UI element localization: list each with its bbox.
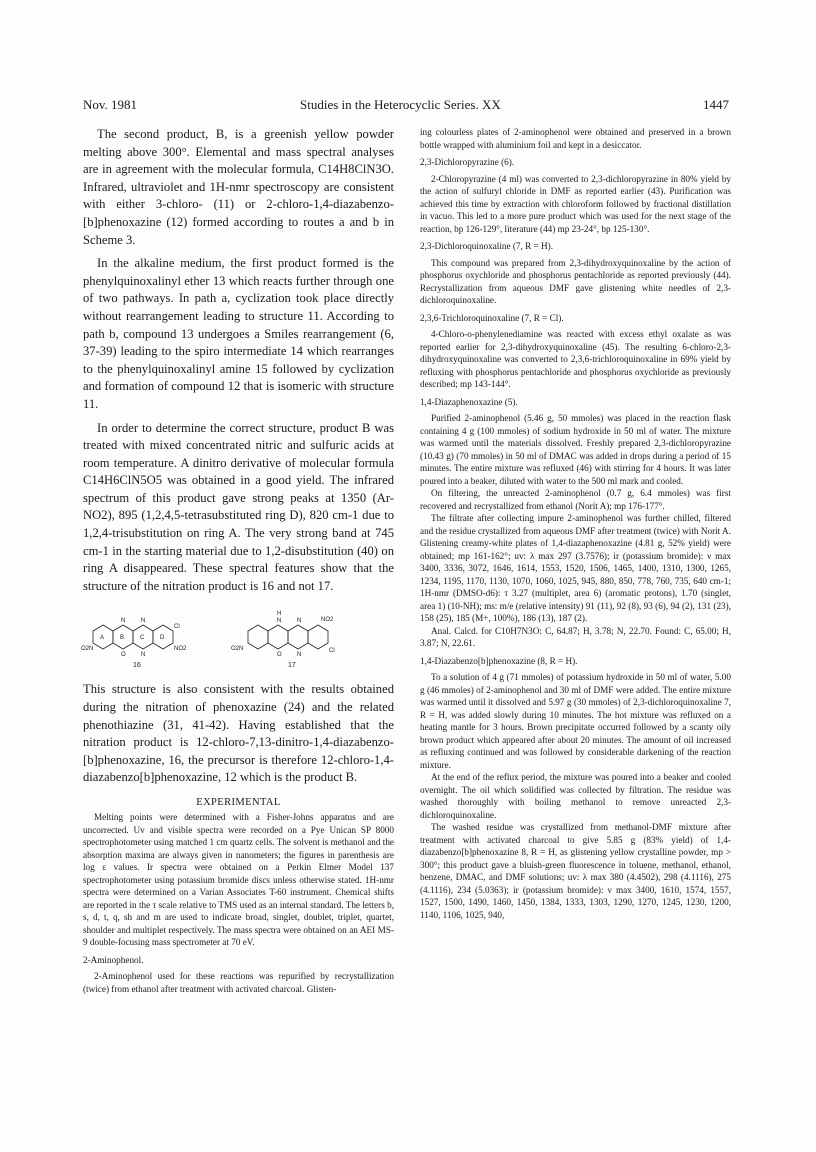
subheading-trichloroquinoxaline: 2,3,6-Trichloroquinoxaline (7, R = Cl). bbox=[420, 312, 564, 323]
paragraph-nitration: In order to determine the correct structure, product B was treated with mixed concentrated nitric and sulfuric acids at room temperature. A dinitro derivative of molecular formula C14H6ClN5O5 was obtained in a good yield. The infrared spectrum of this product gave strong peaks at 1350 (Ar-NO2), 895 (1,2,4,5-tetrasubstituted ring D), 820 cm-1 due to 1,2,4-trisubstitution on ring A. The very strong band at 745 cm-1 in the starting material due to 1,2-disubstitution (40) on ring A disappeared. These spectral features show that the structure of the nitration product is 16 and not 17. bbox=[83, 420, 394, 593]
body-text bbox=[83, 126, 394, 595]
paragraph-continued: ing colourless plates of 2-aminophenol were obtained and preserved in a brown bottle wrapped with aluminium foil and kept in a desiccator. bbox=[420, 127, 731, 150]
section-heading-experimental: EXPERIMENTAL bbox=[196, 797, 281, 808]
atom-n-top2-17: N bbox=[297, 618, 302, 625]
atom-o-16: O bbox=[121, 652, 126, 659]
paragraph-diazabenzo-2: At the end of the reflux period, the mixture was poured into a beaker and cooled overnight. The oil which solidified was collected by filtration. The residue was washed thoroughly with boiling methanol to remove unreacted 2,3-dichloroquinoxaline. bbox=[420, 772, 731, 820]
running-header-title: Studies in the Heterocyclic Series. XX bbox=[300, 97, 501, 112]
subheading-aminophenol: 2-Aminophenol. bbox=[83, 954, 144, 965]
nitro-d-16: NO2 bbox=[174, 646, 187, 653]
ring-a-17 bbox=[248, 625, 268, 649]
compound-label-17: 17 bbox=[288, 662, 296, 670]
right-column bbox=[420, 126, 731, 921]
experimental-text bbox=[83, 811, 394, 995]
subheading-diazaphenoxazine: 1,4-Diazaphenoxazine (5). bbox=[420, 396, 518, 407]
paragraph-diazabenzo-3: The washed residue was crystallized from methanol-DMF mixture after treatment with activated charcoal to give 5.85 g (83% yield) of 1,4-diazabenzo[b]phenoxazine 8, R = H, as glistening yellow crystalline powder, mp > 300°; this product gave a bluish-green fluorescence in toluene, methanol, ethanol, benzene, DMAC, and DMF solutions; uv: λ max 380 (4.4502), 298 (4.1116), 275 (4.1116), 234 (5.0363); ir (potassium bromide): ν max 3400, 1610, 1574, 1557, 1527, 1500, 1490, 1460, 1450, 1384, 1333, 1303, 1290, 1270, 1245, 1230, 1200, 1140, 1106, 1025, 940, bbox=[420, 822, 731, 920]
left-column bbox=[83, 126, 394, 995]
ring-b-17 bbox=[268, 625, 288, 649]
ring-label-d: D bbox=[160, 635, 165, 642]
atom-n-top2-16: N bbox=[141, 618, 146, 625]
atom-n-bottom-16: N bbox=[141, 652, 146, 659]
paragraph-conclusion: This structure is also consistent with the results obtained during the nitration of phenoxazine (24) and the related phenothiazine (31, 41-42). Having established that the nitration product is 12-chloro-7,13-dinitro-1,4-diazabenzo-[b]phenoxazine, 16, the precursor is therefore 12-chloro-1,4-diazabenzo[b]phenoxazine, 12 which is the product B. bbox=[83, 682, 394, 785]
ring-d-17 bbox=[308, 625, 328, 649]
running-header-date: Nov. 1981 bbox=[83, 97, 138, 112]
paragraph-methods: Melting points were determined with a Fisher-Johns apparatus and are uncorrected. Uv and visible spectra were recorded on a Pye Unican SP 8000 spectrophotometer using matched 1 cm quartz cells. The solvent is methanol and the absorption maxima are always given in nanometers; the figures in parenthesis are log ε values. Ir spectra were obtained on a Perkin Elmer Model 137 spectrophotometer using potassium bromide discs unless otherwise stated. 1H-nmr spectra were determined on a Varian Associates T-60 instrument. Chemical shifts are reported in the τ scale relative to TMS used as an internal standard. The letters b, s, d, t, q, sh and m are used to indicate broad, singlet, doublet, triplet, quartet, shoulder and multiplet respectively. The mass spectra were obtained on an AEI MS-9 double-focusing mass spectrometer at 70 eV. bbox=[83, 812, 394, 947]
paragraph-trichloroquinoxaline: 4-Chloro-o-phenylenediamine was reacted with excess ethyl oxalate as was reported earlier for 2,3-dihydroxyquinoxaline (45). The resulting 6-chloro-2,3-dihydroxyquinoxaline was converted to 2,3,6-trichloroquinoxaline in 69% yield by refluxing with phosphorus pentachloride and phosphorus oxychloride as previously described; mp 143-144°. bbox=[420, 329, 731, 389]
paragraph-dichloroquinoxaline: This compound was prepared from 2,3-dihydroxyquinoxaline by the action of phosphorus oxychloride and phosphorus pentachloride as reported previously (44). Recrystallization from aqueous DMF gave glistening white needles of 2,3-dichloroquinoxaline. bbox=[420, 257, 731, 305]
paragraph-diazaphenoxazine-2: On filtering, the unreacted 2-aminophenol (0.7 g, 6.4 mmoles) was first recovered and recrystallized from ethanol (Norit A); mp 176-177°. bbox=[420, 488, 731, 511]
paragraph-aminophenol: 2-Aminophenol used for these reactions was repurified by recrystallization (twice) from ethanol after treatment with activated charcoal. Glisten- bbox=[83, 971, 394, 994]
structure-17 bbox=[248, 625, 328, 649]
atom-o-17: O bbox=[277, 652, 282, 659]
ring-c-17 bbox=[288, 625, 308, 649]
nitro-d-17: NO2 bbox=[321, 617, 334, 624]
atom-h-17: H bbox=[277, 611, 282, 618]
ring-label-c: C bbox=[140, 635, 145, 642]
paragraph-diazaphenoxazine-3: The filtrate after collecting impure 2-aminophenol was further chilled, filtered and the residue crystallized from aqueous DMF after treatment (twice) with Norit A. Glistening creamy-white plates of 1,4-diazaphenoxazine (4.81 g, 52% yield) were obtained; mp 161-162°; uv: λ max 297 (3.7576); ir (potassium bromide): ν max 3400, 3336, 3072, 1646, 1614, 1553, 1520, 1506, 1465, 1400, 1310, 1300, 1265, 1234, 1195, 1170, 1130, 1070, 1060, 1025, 945, 880, 850, 778, 760, 735, 640 cm-1; 1H-nmr (DMSO-d6): τ 3.27 (multiplet, area 6) (aromatic protons), 1.70 (singlet, area 1) (10-NH); ms: m/e (relative intensity) 91 (11), 92 (8), 93 (6), 94 (2), 131 (23), 158 (25), 185 (M+, 100%), 186 (13), 187 (2). bbox=[420, 513, 731, 623]
atom-cl-17: Cl bbox=[329, 648, 335, 655]
body-text-2 bbox=[83, 681, 394, 787]
atom-cl-16: Cl bbox=[174, 624, 180, 631]
atom-n-top-16: N bbox=[121, 618, 126, 625]
page-number: 1447 bbox=[703, 97, 729, 112]
ring-label-a: A bbox=[100, 635, 105, 642]
atom-n-bottom-17: N bbox=[297, 652, 302, 659]
subheading-diazabenzophenoxazine: 1,4-Diazabenzo[b]phenoxazine (8, R = H). bbox=[420, 655, 578, 666]
nitro-a-16: O2N bbox=[81, 646, 94, 653]
ring-label-b: B bbox=[120, 635, 125, 642]
compound-label-16: 16 bbox=[133, 662, 141, 670]
paragraph-mechanism: In the alkaline medium, the first product formed is the phenylquinoxalinyl ether 13 which reacts further through one of two pathways. In path a, cyclization took place directly without rearrangement leading to structure 11. According to path b, compound 13 undergoes a Smiles rearrangement (6, 37-39) leading to the spiro intermediate 14 which rearranges to the phenylquinoxalinyl amine 15 followed by cyclization and formation of compound 12 that is isomeric with structure 11. bbox=[83, 256, 394, 411]
paragraph-product-b: The second product, B, is a greenish yellow powder melting above 300°. Elemental and mass spectral analyses are in agreement with the molecular formula, C14H8ClN3O. Infrared, ultraviolet and 1H-nmr spectroscopy are consistent with either 3-chloro- (11) or 2-chloro-1,4-diazabenzo-[b]phenoxazine (12) formed according to routes a and b in Scheme 3. bbox=[83, 127, 394, 247]
paragraph-diazabenzo-1: To a solution of 4 g (71 mmoles) of potassium hydroxide in 50 ml of water, 5.00 g (46 mmoles) of 2-aminophenol and 30 ml of DMF were added. The entire mixture was warmed until it dissolved and 5.97 g (30 mmoles) of 2,3-dichloroquinoxaline 7, R = H, was added slowly during 10 minutes. The hot mixture was refluxed on a heating mantle for 3 hours. Brown precipitate occurred followed by a scanty oily brown product which appeared after about 20 minutes. The amount of oil increased as refluxing continued and was followed by considerable darkening of the reaction mixture. bbox=[420, 672, 731, 770]
paragraph-analysis: Anal. Calcd. for C10H7N3O: C, 64.87; H, 3.78; N, 22.70. Found: C, 65.00; H, 3.87; N, 22.61. bbox=[420, 625, 731, 648]
structures-figure bbox=[83, 601, 394, 673]
paragraph-dichloropyrazine: 2-Chloropyrazine (4 ml) was converted to 2,3-dichloropyrazine in 80% yield by the action of sulfuryl chloride in DMF as reported earlier (43). Purification was achieved this time by extraction with chloroform followed by fractional distillation in vacuo. This led to a more pure product which was used for the next stage of the reaction, bp 126-129°, literature (44) mp 23-24°, bp 125-130°. bbox=[420, 173, 731, 234]
subheading-dichloropyrazine: 2,3-Dichloropyrazine (6). bbox=[420, 157, 515, 167]
atom-n-top-17: N bbox=[277, 618, 282, 625]
subheading-dichloroquinoxaline: 2,3-Dichloroquinoxaline (7, R = H). bbox=[420, 241, 554, 251]
structures-svg bbox=[83, 601, 394, 673]
paragraph-diazaphenoxazine-1: Purified 2-aminophenol (5.46 g, 50 mmoles) was placed in the reaction flask containing 4 g (100 mmoles) of sodium hydroxide in 50 ml of water. The mixture was warmed until the materials dissolved. Freshly prepared 2,3-dichloropyrazine (10.43 g) (70 mmoles) in 50 ml of DMAC was added in drops during a period of 15 minutes. The entire mixture was refluxed (46) with stirring for 4 hours. It was later poured into a beaker, diluted with water to the 500 ml mark and cooled. bbox=[420, 413, 731, 486]
nitro-a-17: O2N bbox=[231, 646, 244, 653]
